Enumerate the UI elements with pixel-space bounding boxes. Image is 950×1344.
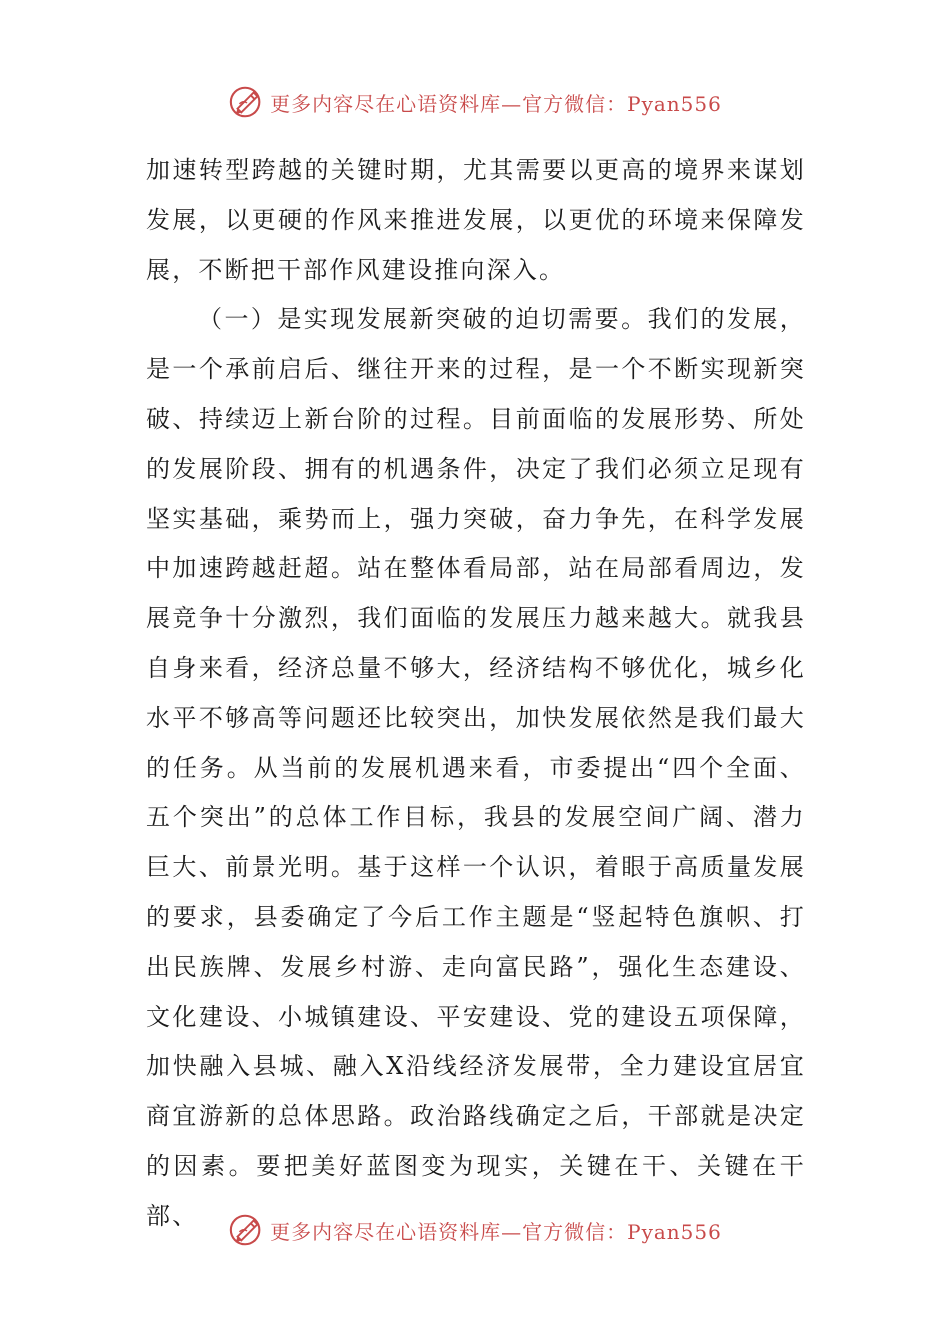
- footer-banner: [0, 1210, 950, 1250]
- pen-logo-icon: [228, 1211, 266, 1249]
- paragraph: （一）是实现发展新突破的迫切需要。我们的发展，是一个承前启后、继往开来的过程，是一个不断实现新突破、持续迈上新台阶的过程。目前面临的发展形势、所处的发展阶段、拥有的机遇条件，决定了我们必须立足现有坚实基础，乘势而上，强力突破，奋力争先，在科学发展中加速跨越赶超。站在整体看局部，站在局部看周边，发展竞争十分激烈，我们面临的发展压力越来越大。就我县自身来看，经济总量不够大，经济结构不够优化，城乡化水平不够高等问题还比较突出，加快发展依然是我们最大的任务。从当前的发展机遇来看，市委提出“四个全面、五个突出”的总体工作目标，我县的发展空间广阔、潜力巨大、前景光明。基于这样一个认识，着眼于高质量发展的要求，县委确定了今后工作主题是“竖起特色旗帜、打出民族牌、发展乡村游、走向富民路”，强化生态建设、文化建设、小城镇建设、平安建设、党的建设五项保障，加快融入县城、融入X沿线经济发展带，全力建设宜居宜商宜游新的总体思路。政治路线确定之后，干部就是决定的因素。要把美好蓝图变为现实，关键在干、关键在干部、: [146, 305, 806, 1230]
- header-banner-text: 更多内容尽在心语资料库—官方微信：Pyan556: [270, 91, 722, 116]
- document-body: [146, 146, 806, 1242]
- paragraph: 加速转型跨越的关键时期，尤其需要以更高的境界来谋划发展，以更硬的作风来推进发展，以更优的环境来保障发展，不断把干部作风建设推向深入。: [146, 156, 806, 284]
- pen-logo-icon: [228, 83, 266, 121]
- header-banner: [0, 82, 950, 122]
- footer-banner-text: 更多内容尽在心语资料库—官方微信：Pyan556: [270, 1219, 722, 1244]
